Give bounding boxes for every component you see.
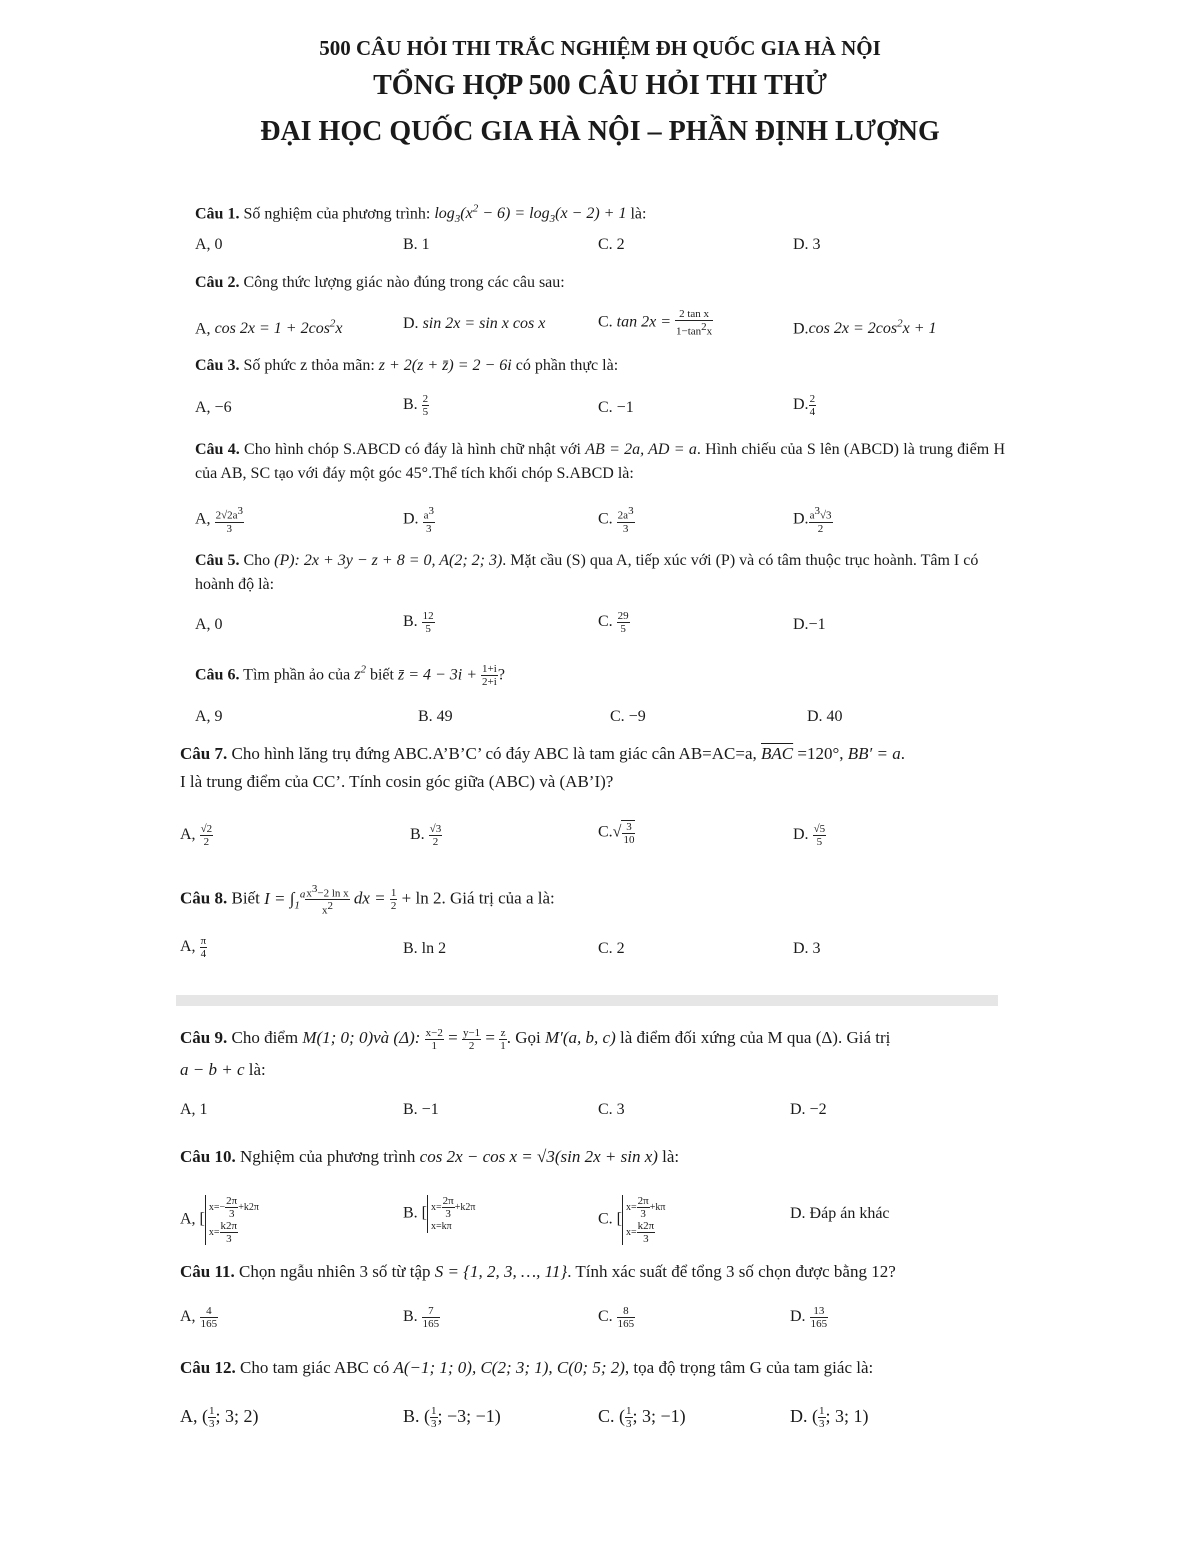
answer-c: C. 2 xyxy=(598,940,625,957)
answer-d: D. $\frac{√5}{5}$ xyxy=(793,823,826,848)
doc-title-line2: TỔNG HỢP 500 CÂU HỎI THI THỬ xyxy=(373,70,827,101)
answer-a: A, 0 xyxy=(195,236,223,253)
answer-d: D. 3 xyxy=(793,236,821,253)
answer-b: B. ( $\frac{1}{3}$ ; −3; −1) xyxy=(403,1405,501,1431)
question-2: Câu 2. Công thức lượng giác nào đúng trong các câu sau: xyxy=(195,274,565,291)
answer-d: D.−1 xyxy=(793,616,826,633)
answer-c: C. $\frac{29}{5}$ xyxy=(598,610,629,635)
answer-c: C. −9 xyxy=(610,708,646,725)
answer-a: A, 1 xyxy=(180,1101,208,1118)
separator-bar xyxy=(176,995,998,1006)
answer-c: C. [x= $\frac{2\pi}{3}$ +kπ x= $\frac{k2\pi}{3}$ xyxy=(598,1195,666,1245)
answer-d: D. $\frac{a^3√3}{2}$ xyxy=(793,505,832,535)
answer-c: C. −1 xyxy=(598,399,634,416)
question-4: Câu 4. Cho hình chóp S.ABCD có đáy là hình chữ nhật với AB = 2a, AD = a. Hình chiếu của S lên (ABCD) là trung điểm H của AB, SC tạo với đáy một góc 45°.Thể tích khối chóp S.ABCD là: xyxy=(195,441,1006,482)
answer-c: C. $\frac{2a^3}{3}$ xyxy=(598,505,634,535)
answer-a: A, 0 xyxy=(195,616,223,633)
answer-d: D. ( $\frac{1}{3}$ ; 3; 1) xyxy=(790,1405,869,1431)
answer-c: C. tan 2x = $\frac{\text{2 tan x}}{1-\tan^2x}$ xyxy=(598,308,713,338)
question-11: Câu 11. Chọn ngẫu nhiên 3 số từ tập S = {1, 2, 3, …, 11}. Tính xác suất để tổng 3 số chọn được bằng 12? xyxy=(180,1262,896,1281)
answer-b: B. −1 xyxy=(403,1101,439,1118)
question-12: Câu 12. Cho tam giác ABC có A(−1; 1; 0), C(2; 3; 1), C(0; 5; 2), tọa độ trọng tâm G của tam giác là: xyxy=(180,1358,874,1377)
question-6: Câu 6. Tìm phần ảo của $z^2$ biết z̄ = 4 − 3i + $\frac{1+i}{2+i}$ ? xyxy=(195,663,505,689)
answer-c: C. 3 xyxy=(598,1101,625,1118)
answer-b: B. ln 2 xyxy=(403,940,447,957)
question-1: Câu 1. Số nghiệm của phương trình: $\log_3(x^2 - 6) = \log_3(x - 2) + 1$ là: xyxy=(195,203,647,226)
answer-b: B. $\frac{12}{5}$ xyxy=(403,610,434,635)
answer-d: D. $\frac{13}{165}$ xyxy=(790,1305,828,1330)
question-8: Câu 8. Biết $I = \int_1^a$ $\frac{x^3-2 \ln x}{x^2}$ dx = $\frac{1}{2}$ + ln 2. Giá trị của a là: xyxy=(180,882,555,917)
answer-b: B. 1 xyxy=(403,236,430,253)
question-10: Câu 10. Nghiệm của phương trình cos 2x − cos x = √3(sin 2x + sin x) là: xyxy=(180,1147,680,1166)
answer-c: C. $\frac{8}{165}$ xyxy=(598,1305,635,1330)
question-5: Câu 5. Cho (P): 2x + 3y − z + 8 = 0, A(2; 2; 3). Mặt cầu (S) qua A, tiếp xúc với (P) và có tâm thuộc trục hoành. Tâm I có hoành độ là: xyxy=(195,552,979,593)
question-3: Câu 3. Số phức z thỏa mãn: z + 2(z + z̄) = 2 − 6i có phần thực là: xyxy=(195,357,619,374)
doc-title-line3: ĐẠI HỌC QUỐC GIA HÀ NỘI – PHẦN ĐỊNH LƯỢNG xyxy=(260,116,940,147)
answer-c: C. ( $\frac{1}{3}$ ; 3; −1) xyxy=(598,1405,686,1431)
answer-a: A, $\frac{4}{165}$ xyxy=(180,1305,218,1330)
answer-a: A, 9 xyxy=(195,708,223,725)
answer-a: A, $\frac{2√2a^3}{3}$ xyxy=(195,505,243,535)
question-text: Số nghiệm của phương trình: xyxy=(243,205,431,223)
doc-title-line1: 500 CÂU HỎI THI TRẮC NGHIỆM ĐH QUỐC GIA HÀ NỘI xyxy=(319,36,881,60)
answer-d: D. 3 xyxy=(793,940,821,957)
answer-b: B. [ x= $\frac{2\pi}{3}$ +k2π x=kπ xyxy=(403,1195,476,1232)
answer-a: A, ( $\frac{1}{3}$ ; 3; 2) xyxy=(180,1405,259,1431)
answer-d: D.cos $2x = 2\cos^2x + 1$ xyxy=(793,318,937,338)
answer-b: D. $\frac{a^3}{3}$ xyxy=(403,505,434,535)
question-9: Câu 9. Cho điểm M(1; 0; 0)và (Δ): $\frac{x-2}{1}$ = $\frac{y-1}{2}$ = $\frac{z}{1}$ . Gọi M′(a, b, c) là điểm đối xứng của M qua (Δ). Giá trị a − b + c là: xyxy=(180,1026,891,1079)
answer-b: B. $\frac{√3}{2}$ xyxy=(410,823,442,848)
answer-b: B. $\frac{2}{5}$ xyxy=(403,393,429,418)
answer-c: C. 2 xyxy=(598,236,625,253)
answer-d: D. $\frac{2}{4}$ xyxy=(793,393,816,418)
answer-b: B. $\frac{7}{165}$ xyxy=(403,1305,440,1330)
answer-c: C.√ $\frac{3}{10}$ xyxy=(598,821,635,846)
question-label: Câu 1. xyxy=(195,205,240,223)
question-7: Câu 7. Cho hình lăng trụ đứng ABC.A’B’C’ có đáy ABC là tam giác cân AB=AC=a, $\overline{BAC} =120^\circ$, BB′ = a. I là trung điểm của CC’. Tính cosin góc giữa (ABC) và (AB’I)? xyxy=(180,744,905,791)
answer-a: A, [x=− $\frac{2\pi}{3}$ +k2π x= $\frac{k2\pi}{3}$ xyxy=(180,1195,259,1245)
answer-a: A, $\cos 2x = 1 + 2\cos^2x$ xyxy=(195,318,343,338)
answer-a: A, −6 xyxy=(195,399,232,416)
answer-d: D. 40 xyxy=(807,708,843,725)
answer-b: B. 49 xyxy=(418,708,453,725)
answer-d: D. Đáp án khác xyxy=(790,1205,890,1222)
answer-b: D. sin 2x = sin x cos x xyxy=(403,315,546,332)
answer-a: A, $\frac{√2}{2}$ xyxy=(180,823,213,848)
answer-d: D. −2 xyxy=(790,1101,827,1118)
answer-a: A, $\frac{\pi}{4}$ xyxy=(180,935,207,960)
